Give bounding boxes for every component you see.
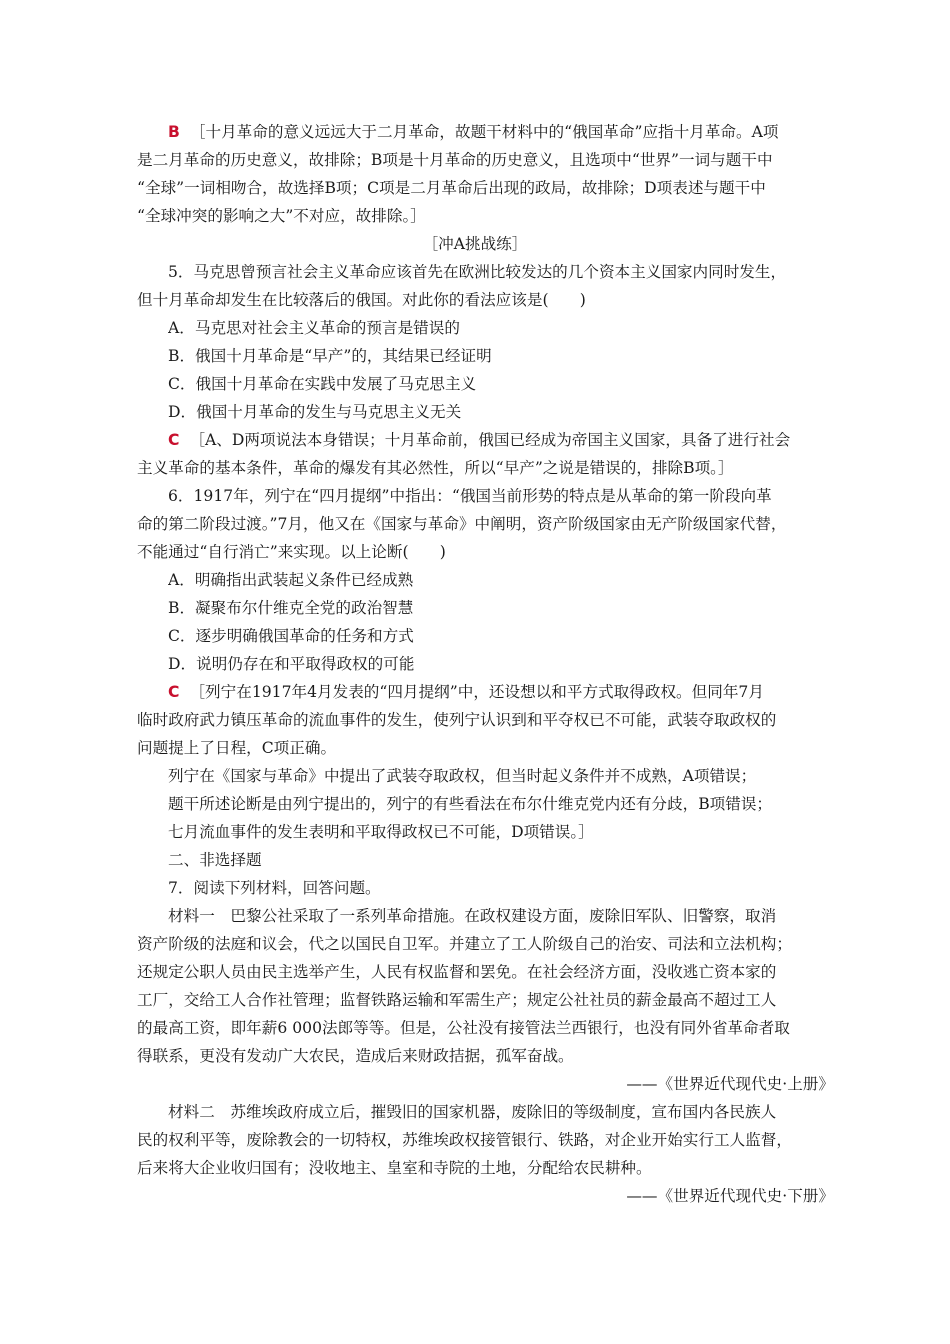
part2-heading: 二、非选择题 <box>168 851 262 869</box>
q7-material1-line-1: 材料一 巴黎公社采取了一系列革命措施。在政权建设方面，废除旧军队、旧警察，取消 <box>168 907 777 925</box>
q6-answer-line-2: 临时政府武力镇压革命的流血事件的发生，使列宁认识到和平夺权已不可能，武装夺取政权的 <box>137 711 777 729</box>
q5-option-b: B．俄国十月革命是“早产”的，其结果已经证明 <box>168 347 492 365</box>
q7-material1-line-5: 的最高工资，即年薪6 000法郎等等。但是，公社没有接管法兰西银行，也没有同外省革命者取 <box>137 1019 790 1037</box>
q5-answer-line-1: C ［A、D两项说法本身错误；十月革命前，俄国已经成为帝国主义国家，具备了进行社会 <box>168 431 791 449</box>
q7-material1-line-4: 工厂，交给工人合作社管理；监督铁路运输和军需生产；规定公社社员的薪金最高不超过工人 <box>137 991 777 1009</box>
q5-stem-2: 但十月革命却发生在比较落后的俄国。对此你的看法应该是( ) <box>137 291 586 309</box>
q6-analysis-3: 七月流血事件的发生表明和平取得政权已不可能，D项错误。］ <box>168 823 594 841</box>
q5-stem-1: 5．马克思曾预言社会主义革命应该首先在欧洲比较发达的几个资本主义国家内同时发生， <box>168 263 787 281</box>
q5-answer-line-2: 主义革命的基本条件，革命的爆发有其必然性，所以“早产”之说是错误的，排除B项。］ <box>137 459 734 477</box>
q6-analysis-2: 题干所述论断是由列宁提出的，列宁的有些看法在布尔什维克党内还有分歧，B项错误； <box>168 795 773 813</box>
q6-stem-2: 命的第二阶段过渡。”7月，他又在《国家与革命》中阐明，资产阶级国家由无产阶级国家代替， <box>137 515 787 533</box>
q7-material1-line-6: 得联系，更没有发动广大农民，造成后来财政拮据，孤军奋战。 <box>137 1047 574 1065</box>
q6-option-b: B．凝聚布尔什维克全党的政治智慧 <box>168 599 414 617</box>
q4-answer-line-3: “全球”一词相吻合，故选择B项；C项是二月革命后出现的政局，故排除；D项表述与题干中 <box>137 179 766 197</box>
q5-option-c: C．俄国十月革命在实践中发展了马克思主义 <box>168 375 477 393</box>
q4-answer-line-2: 是二月革命的历史意义，故排除；B项是十月革命的历史意义，且选项中“世界”一词与题干中 <box>137 151 773 169</box>
q6-answer-letter: C <box>168 683 180 701</box>
q4-answer-letter: B <box>168 123 180 141</box>
q5-option-d: D．俄国十月革命的发生与马克思主义无关 <box>168 403 462 421</box>
q7-source2: ——《世界近代现代史·下册》 <box>626 1187 834 1205</box>
q7-material2-line-1: 材料二 苏维埃政府成立后，摧毁旧的国家机器，废除旧的等级制度，宣布国内各民族人 <box>168 1103 777 1121</box>
q6-analysis-1: 列宁在《国家与革命》中提出了武装夺取政权，但当时起义条件并不成熟，A项错误； <box>168 767 757 785</box>
q5-answer-letter: C <box>168 431 180 449</box>
q7-material1-line-2: 资产阶级的法庭和议会，代之以国民自卫军。并建立了工人阶级自己的治安、司法和立法机构； <box>137 935 792 953</box>
q7-material1-line-3: 还规定公职人员由民主选举产生，人民有权监督和罢免。在社会经济方面，没收逃亡资本家的 <box>137 963 777 981</box>
q4-answer-line-4: “全球冲突的影响之大”不对应，故排除。］ <box>137 207 426 225</box>
q7-material2-line-2: 民的权利平等，废除教会的一切特权，苏维埃政权接管银行、铁路，对企业开始实行工人监督， <box>137 1131 792 1149</box>
q5-option-a: A．马克思对社会主义革命的预言是错误的 <box>168 319 460 337</box>
q4-answer-line-1: B ［十月革命的意义远远大于二月革命，故题干材料中的“俄国革命”应指十月革命。A项 <box>168 123 779 141</box>
q7-stem: 7．阅读下列材料，回答问题。 <box>168 879 381 897</box>
q6-stem-3: 不能通过“自行消亡”来实现。以上论断( ) <box>137 543 446 561</box>
q6-option-c: C．逐步明确俄国革命的任务和方式 <box>168 627 414 645</box>
q7-source1: ——《世界近代现代史·上册》 <box>626 1075 834 1093</box>
q6-option-d: D．说明仍存在和平取得政权的可能 <box>168 655 415 673</box>
q7-material2-line-3: 后来将大企业收归国有；没收地主、皇室和寺院的土地，分配给农民耕种。 <box>137 1159 652 1177</box>
q6-option-a: A．明确指出武装起义条件已经成熟 <box>168 571 414 589</box>
q6-stem-1: 6．1917年，列宁在“四月提纲”中指出：“俄国当前形势的特点是从革命的第一阶段向革 <box>168 487 772 505</box>
q6-answer-line-3: 问题提上了日程，C项正确。 <box>137 739 337 757</box>
q6-answer-line-1: C ［列宁在1917年4月发表的“四月提纲”中，还设想以和平方式取得政权。但同年7月 <box>168 683 764 701</box>
section-heading: ［冲A挑战练］ <box>422 235 528 253</box>
